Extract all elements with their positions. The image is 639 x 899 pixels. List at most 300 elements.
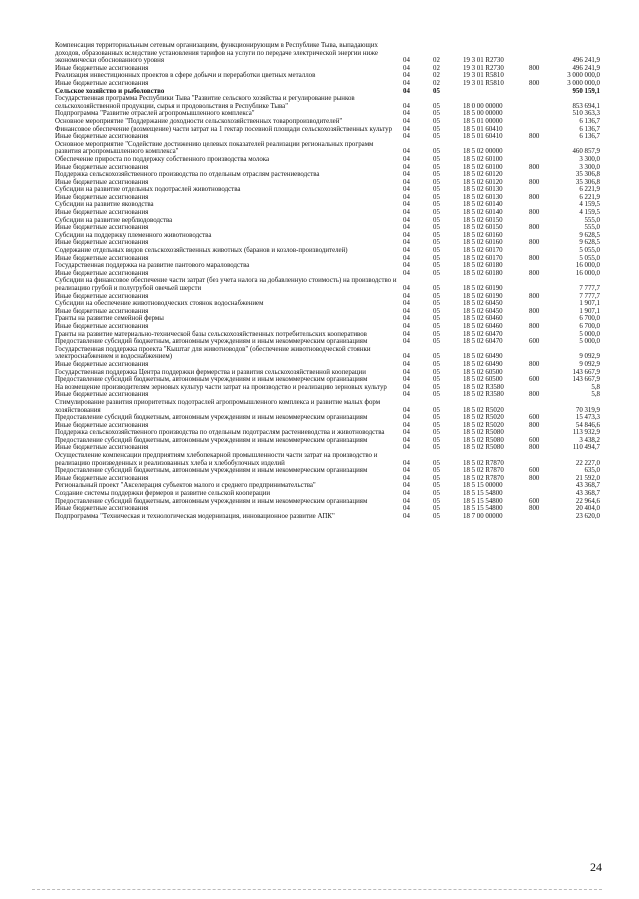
row-section: 04 [403,186,410,194]
budget-table [55,42,600,520]
row-section: 04 [403,193,410,201]
row-name: Компенсация территориальным сетевым организациям, функционирующим в Республике Тыва, выпадающих доходов, образованных вследствие установления тарифов на услуги по передаче электрической энергии ниже экономически обоснованного уровня [55,42,378,65]
row-section: 04 [403,421,410,429]
row-expense-type: 800 [529,269,540,277]
row-expense-type: 800 [529,307,540,315]
row-target-code: 18 5 02 R5020 [463,421,504,429]
row-name: Иные бюджетные ассигнования [55,163,149,171]
row-subsection: 05 [433,512,440,520]
row-target-code: 18 5 15 54800 [463,490,503,498]
row-name: Обеспечение прироста по поддержку собственного производства молока [55,155,270,163]
row-subsection: 05 [433,193,440,201]
row-amount: 22 227,0 [575,459,600,467]
table-row [55,384,600,392]
row-amount: 555,0 [584,224,600,232]
row-amount: 15 473,3 [575,414,600,422]
row-subsection: 05 [433,178,440,186]
row-amount: 21 592,0 [575,474,600,482]
row-subsection: 05 [433,376,440,384]
row-amount: 54 846,6 [575,421,600,429]
row-target-code: 18 5 02 60160 [463,231,503,239]
row-target-code: 18 5 02 60100 [463,163,503,171]
row-target-code: 18 5 02 60150 [463,224,503,232]
row-amount: 16 000,0 [575,269,600,277]
row-subsection: 05 [433,421,440,429]
row-expense-type: 800 [529,64,540,72]
row-name: Иные бюджетные ассигнования [55,224,149,232]
table-row [55,232,600,240]
row-amount: 496 241,9 [572,64,600,72]
row-amount: 5 000,0 [579,338,600,346]
row-subsection: 05 [433,133,440,141]
table-row [55,498,600,506]
table-row [55,505,600,513]
row-expense-type: 800 [529,322,540,330]
row-section: 04 [403,383,410,391]
row-subsection: 05 [433,125,440,133]
row-target-code: 18 5 15 00000 [463,482,503,490]
row-section: 04 [403,322,410,330]
row-expense-type: 600 [529,436,540,444]
row-subsection: 05 [433,201,440,209]
row-name: Подпрограмма "Техническая и технологическая модернизация, инновационное развитие АПК" [55,512,335,520]
row-name: Гранты на развитие семейной фермы [55,315,164,323]
row-target-code: 18 5 02 60470 [463,330,503,338]
row-target-code: 18 5 15 54800 [463,497,503,505]
row-name: Подпрограмма "Развитие отраслей агропромышленного комплекса" [55,110,255,118]
row-name: Предоставление субсидий бюджетным, автономным учреждениям и иным некоммерческим организациям [55,436,368,444]
table-row [55,72,600,80]
row-subsection: 05 [433,474,440,482]
row-section: 04 [403,376,410,384]
row-section: 04 [403,512,410,520]
table-row [55,391,600,399]
row-name: Государственная поддержка проекта "Кыштаг для животноводов" (обеспечение животноводческой стоянки электроснабжением и водоснабжением) [55,345,371,361]
row-target-code: 18 5 02 60130 [463,193,503,201]
row-amount: 7 777,7 [579,285,600,292]
row-subsection: 05 [433,110,440,118]
row-target-code: 18 5 02 60490 [463,353,503,361]
row-name: Реализация инвестиционных проектов в сфере добычи и переработки цветных металлов [55,72,316,80]
row-section: 04 [403,368,410,376]
row-section: 04 [403,436,410,444]
table-row [55,323,600,331]
table-row [55,201,600,209]
row-target-code: 18 5 02 R7870 [463,459,504,467]
row-name: На возмещение производителям зерновых культур части затрат на производство и реализацию зерновых культур [55,383,387,391]
row-target-code: 18 5 02 60450 [463,307,503,315]
row-section: 04 [403,117,410,125]
table-row [55,338,600,346]
row-section: 04 [403,224,410,232]
row-expense-type: 800 [529,505,540,513]
row-subsection: 05 [433,414,440,422]
row-amount: 143 667,9 [572,376,600,384]
table-row [55,42,600,65]
table-row [55,179,600,187]
row-target-code: 18 5 02 R5080 [463,429,504,437]
table-row [55,126,600,134]
row-section: 04 [403,216,410,224]
row-subsection: 02 [433,79,440,87]
row-subsection: 05 [433,239,440,247]
row-expense-type: 600 [529,467,540,475]
table-row [55,262,600,270]
row-amount: 460 857,9 [572,148,600,156]
row-expense-type: 800 [529,292,540,300]
row-section: 04 [403,231,410,239]
table-row [55,164,600,172]
row-subsection: 05 [433,163,440,171]
row-target-code: 18 5 01 60410 [463,125,503,133]
row-section: 04 [403,72,410,80]
row-expense-type: 800 [529,444,540,452]
table-row [55,437,600,445]
row-subsection: 05 [433,330,440,338]
page-number: 24 [590,860,602,874]
row-name: Иные бюджетные ассигнования [55,474,149,482]
row-target-code: 18 5 02 R5020 [463,406,504,414]
row-section: 04 [403,285,410,292]
row-target-code: 18 5 02 R5020 [463,414,504,422]
row-amount: 496 241,9 [572,57,600,65]
table-row [55,224,600,232]
row-subsection: 05 [433,247,440,255]
row-section: 04 [403,171,410,179]
table-row [55,255,600,263]
row-name: Государственная поддержка на развитие пантового мараловодства [55,262,250,270]
row-target-code: 19 3 01 R2730 [463,57,504,65]
row-expense-type: 800 [529,79,540,87]
row-subsection: 05 [433,505,440,513]
row-target-code: 18 5 02 60450 [463,300,503,308]
row-expense-type: 800 [529,360,540,368]
row-subsection: 05 [433,368,440,376]
row-name: Субсидии на финансовое обеспечение части затрат (без учета налога на добавленную стоимость) на производство и реализацию грубой и полугрубой овечьей шерсти [55,277,397,292]
row-target-code: 18 5 02 60160 [463,239,503,247]
row-section: 04 [403,201,410,209]
row-name: Субсидии на обеспечение животноводческих стоянок водоснабжением [55,300,264,308]
row-name: Иные бюджетные ассигнования [55,64,149,72]
row-target-code: 18 5 02 60180 [463,262,503,270]
footer-rule [32,889,602,890]
row-subsection: 05 [433,406,440,414]
row-target-code: 18 5 02 R3580 [463,391,504,399]
row-expense-type: 800 [529,224,540,232]
row-name: Иные бюджетные ассигнования [55,209,149,217]
row-subsection: 05 [433,383,440,391]
row-amount: 43 368,7 [575,490,600,498]
row-subsection: 05 [433,216,440,224]
row-section: 04 [403,239,410,247]
row-name: Субсидии на развитие верблюдоводства [55,216,173,224]
row-name: Иные бюджетные ассигнования [55,360,149,368]
table-row [55,315,600,323]
row-name: Иные бюджетные ассигнования [55,322,149,330]
row-name: Предоставление субсидий бюджетным, автономным учреждениям и иным некоммерческим организациям [55,338,368,346]
row-section: 04 [403,414,410,422]
row-amount: 853 694,1 [572,102,600,110]
row-subsection: 05 [433,338,440,346]
row-name: Иные бюджетные ассигнования [55,307,149,315]
row-amount: 5 055,0 [579,254,600,262]
row-section: 04 [403,307,410,315]
row-target-code: 18 5 02 R5080 [463,436,504,444]
row-section: 04 [403,429,410,437]
row-name: Региональный проект "Акселерация субъектов малого и среднего предпринимательства" [55,482,316,490]
row-name: Создание системы поддержки фермеров и развитие сельской кооперации [55,490,271,498]
row-target-code: 18 7 00 00000 [463,512,503,520]
row-subsection: 05 [433,262,440,270]
row-target-code: 18 5 02 R7870 [463,474,504,482]
row-section: 04 [403,474,410,482]
row-amount: 5 000,0 [579,330,600,338]
row-amount: 6 136,7 [579,125,600,133]
row-amount: 6 136,7 [579,117,600,125]
row-target-code: 18 5 02 60140 [463,201,503,209]
table-row [55,95,600,110]
row-subsection: 05 [433,353,440,361]
table-row [55,361,600,369]
row-amount: 9 092,9 [579,360,600,368]
row-name: Основное мероприятие "Содействие достижению целевых показателей реализации региональных программ развития агропромышленного комплекса" [55,140,374,156]
row-amount: 16 000,0 [575,262,600,270]
table-row [55,467,600,475]
row-subsection: 05 [433,87,440,95]
row-name: Субсидии на развитие отдельных подотраслей животноводства [55,186,241,194]
row-subsection: 05 [433,459,440,467]
row-amount: 6 136,7 [579,133,600,141]
row-amount: 1 907,1 [579,300,600,308]
table-row [55,331,600,339]
row-name: Сельское хозяйство и рыболовство [55,87,165,95]
row-section: 04 [403,102,410,110]
row-section: 04 [403,163,410,171]
table-row [55,110,600,118]
table-row [55,209,600,217]
row-name: Иные бюджетные ассигнования [55,178,149,186]
row-amount: 6 221,9 [579,186,600,194]
row-amount: 3 438,2 [579,436,600,444]
table-row [55,369,600,377]
row-amount: 3 300,0 [579,155,600,163]
table-row [55,194,600,202]
row-amount: 7 777,7 [579,292,600,300]
row-section: 04 [403,497,410,505]
row-target-code: 18 5 02 60120 [463,171,503,179]
row-expense-type: 800 [529,163,540,171]
row-subsection: 05 [433,322,440,330]
table-row [55,171,600,179]
table-row [55,186,600,194]
row-expense-type: 600 [529,338,540,346]
table-row [55,133,600,141]
row-amount: 35 306,8 [575,171,600,179]
row-expense-type: 800 [529,254,540,262]
row-amount: 23 620,0 [575,512,600,520]
row-subsection: 02 [433,57,440,65]
row-subsection: 05 [433,360,440,368]
row-section: 04 [403,57,410,65]
table-row [55,247,600,255]
table-row [55,490,600,498]
row-expense-type: 800 [529,239,540,247]
row-amount: 6 700,0 [579,322,600,330]
row-subsection: 05 [433,315,440,323]
row-subsection: 05 [433,467,440,475]
row-subsection: 05 [433,209,440,217]
row-target-code: 18 5 00 00000 [463,110,503,118]
row-target-code: 18 5 02 R3580 [463,383,504,391]
row-section: 04 [403,269,410,277]
row-subsection: 05 [433,186,440,194]
row-target-code: 18 5 01 60410 [463,133,503,141]
row-name: Иные бюджетные ассигнования [55,133,149,141]
row-name: Предоставление субсидий бюджетным, автономным учреждениям и иным некоммерческим организациям [55,414,368,422]
row-name: Иные бюджетные ассигнования [55,269,149,277]
table-row [55,308,600,316]
row-target-code: 18 5 02 60100 [463,155,503,163]
row-subsection: 05 [433,497,440,505]
row-section: 04 [403,406,410,414]
table-row [55,346,600,361]
table-row [55,277,600,292]
row-expense-type: 800 [529,391,540,399]
row-section: 04 [403,490,410,498]
row-name: Стимулирование развития приоритетных подотраслей агропромышленного комплекса и развитие малых форм хозяйствования [55,398,381,414]
row-amount: 43 368,7 [575,482,600,490]
row-subsection: 05 [433,224,440,232]
row-section: 04 [403,133,410,141]
row-section: 04 [403,64,410,72]
row-target-code: 18 5 02 60170 [463,254,503,262]
row-name: Гранты на развитие материально-технической базы сельскохозяйственных потребительских кооперативов [55,330,367,338]
row-amount: 510 363,3 [572,110,600,118]
row-amount: 3 300,0 [579,163,600,171]
table-row [55,80,600,88]
table-row [55,444,600,452]
row-section: 04 [403,110,410,118]
row-subsection: 05 [433,254,440,262]
row-subsection: 02 [433,64,440,72]
row-section: 04 [403,330,410,338]
row-section: 04 [403,353,410,361]
row-target-code: 18 5 02 60190 [463,285,503,292]
row-section: 04 [403,315,410,323]
row-section: 04 [403,125,410,133]
row-section: 04 [403,360,410,368]
row-target-code: 18 5 02 60130 [463,186,503,194]
row-subsection: 05 [433,231,440,239]
row-expense-type: 600 [529,497,540,505]
row-amount: 4 159,5 [579,209,600,217]
row-amount: 143 667,9 [572,368,600,376]
row-name: Финансовое обеспечение (возмещение) части затрат на 1 гектар посевной площади сельскохозяйственных культур [55,125,393,133]
row-subsection: 02 [433,72,440,80]
row-subsection: 05 [433,285,440,292]
row-name: Предоставление субсидий бюджетным, автономным учреждениям и иным некоммерческим организациям [55,376,368,384]
row-name: Иные бюджетные ассигнования [55,193,149,201]
row-name: Предоставление субсидий бюджетным, автономным учреждениям и иным некоммерческим организациям [55,467,368,475]
table-row [55,429,600,437]
row-section: 04 [403,338,410,346]
row-name: Поддержка сельскохозяйственного производства по отдельным отраслям растениеводства [55,171,320,179]
row-expense-type: 800 [529,193,540,201]
row-amount: 9 628,5 [579,239,600,247]
table-row [55,239,600,247]
row-target-code: 18 5 02 60120 [463,178,503,186]
row-target-code: 19 3 01 R5810 [463,79,504,87]
row-section: 04 [403,459,410,467]
table-row [55,156,600,164]
row-name: Субсидии на развитие яководства [55,201,154,209]
row-target-code: 18 5 02 R7870 [463,467,504,475]
row-name: Содержание отдельных видов сельскохозяйственных животных (баранов и козлов-производителей) [55,247,348,255]
table-row [55,217,600,225]
row-subsection: 05 [433,155,440,163]
table-row [55,376,600,384]
row-target-code: 18 5 02 60490 [463,360,503,368]
row-subsection: 05 [433,444,440,452]
row-name: Осуществление компенсации предприятиям хлебопекарной промышленности части затрат на производство и реализацию произведенных и реализованных хлеба и хлебобулочных изделий [55,452,378,467]
row-name: Иные бюджетные ассигнования [55,391,149,399]
row-name: Субсидии на поддержку племенного животноводства [55,231,212,239]
row-expense-type: 800 [529,421,540,429]
row-expense-type: 600 [529,414,540,422]
row-target-code: 18 5 02 60140 [463,209,503,217]
table-row [55,88,600,96]
row-subsection: 05 [433,171,440,179]
row-section: 04 [403,444,410,452]
row-name: Государственная поддержка Центра поддержки фермерства и развития сельскохозяйственной кооперации [55,368,366,376]
row-section: 04 [403,467,410,475]
row-name: Поддержка сельскохозяйственного производства по отдельным подотраслям растениеводства и животноводства [55,429,385,437]
row-subsection: 05 [433,490,440,498]
row-expense-type: 800 [529,178,540,186]
row-target-code: 18 5 15 54800 [463,505,503,513]
row-name: Иные бюджетные ассигнования [55,421,149,429]
row-amount: 635,0 [584,467,600,475]
row-section: 04 [403,262,410,270]
row-amount: 1 907,1 [579,307,600,315]
row-section: 04 [403,300,410,308]
row-expense-type: 800 [529,133,540,141]
table-row [55,65,600,73]
table-row [55,399,600,414]
row-section: 04 [403,87,410,95]
row-amount: 6 700,0 [579,315,600,323]
row-subsection: 05 [433,148,440,156]
row-target-code: 19 3 01 R2730 [463,64,504,72]
row-subsection: 05 [433,429,440,437]
row-subsection: 05 [433,436,440,444]
row-section: 04 [403,482,410,490]
row-amount: 950 159,1 [572,87,600,95]
row-subsection: 05 [433,292,440,300]
row-subsection: 05 [433,102,440,110]
table-row [55,293,600,301]
row-amount: 4 159,5 [579,201,600,209]
row-amount: 70 319,9 [575,406,600,414]
row-target-code: 18 5 02 60190 [463,292,503,300]
row-amount: 9 092,9 [579,353,600,361]
row-section: 04 [403,178,410,186]
row-amount: 9 628,5 [579,231,600,239]
table-row [55,452,600,467]
row-target-code: 18 5 02 60180 [463,269,503,277]
row-amount: 20 404,0 [575,505,600,513]
row-name: Иные бюджетные ассигнования [55,292,149,300]
